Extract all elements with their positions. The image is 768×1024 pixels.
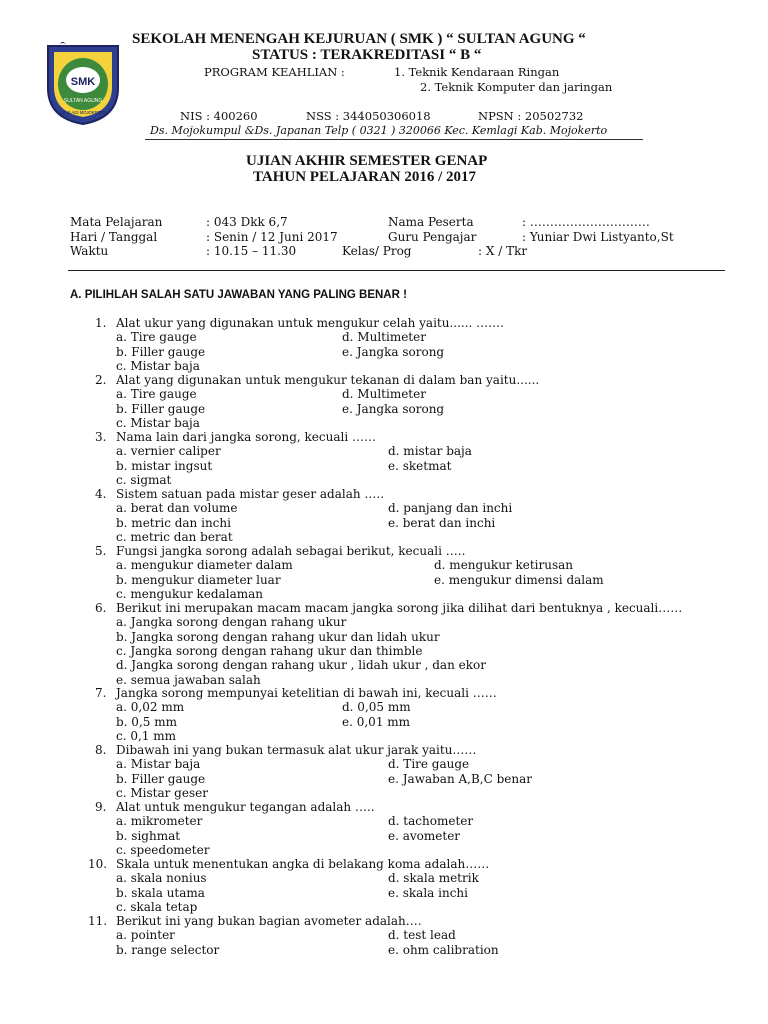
info-rule xyxy=(68,270,725,271)
logo-motto: KEMLAGI MOJOKERTO xyxy=(59,110,107,115)
question-number: 3. xyxy=(95,430,107,444)
teacher-label: Guru Pengajar xyxy=(388,230,477,244)
option-c: c. Mistar baja xyxy=(116,415,200,430)
question-number: 11. xyxy=(88,914,108,928)
program-label: PROGRAM KEAHLIAN : xyxy=(204,65,345,79)
question-text: Alat untuk mengukur tegangan adalah ….. xyxy=(116,800,375,814)
option-d: d. Multimeter xyxy=(342,330,426,345)
option-b: b. Filler gauge xyxy=(116,344,206,359)
question-number: 9. xyxy=(95,800,107,814)
option-a: a. 0,02 mm xyxy=(116,700,185,715)
question-text: Nama lain dari jangka sorong, kecuali …… xyxy=(116,430,376,444)
subject-value: : 043 Dkk 6,7 xyxy=(206,215,288,229)
option-b: b. skala utama xyxy=(116,885,205,900)
question-text: Sistem satuan pada mistar geser adalah ….. xyxy=(116,487,385,501)
logo-sub: SULTAN AGUNG xyxy=(63,98,103,104)
option-c: c. skala tetap xyxy=(116,899,198,914)
question-text: Berikut ini merupakan macam macam jangka sorong jika dilihat dari bentuknya , kecuali…… xyxy=(116,601,683,615)
day-value: : Senin / 12 Juni 2017 xyxy=(206,230,338,244)
question-number: 4. xyxy=(95,487,107,501)
option-a: a. mengukur diameter dalam xyxy=(116,558,293,573)
option-c: c. 0,1 mm xyxy=(116,728,177,743)
option-a: a. mikrometer xyxy=(116,814,203,829)
class-label: Kelas/ Prog xyxy=(342,244,412,258)
option-a: a. Tire gauge xyxy=(116,330,197,345)
option-d: d. mistar baja xyxy=(388,444,472,459)
option-d: d. mengukur ketirusan xyxy=(434,558,574,573)
option-d: d. tachometer xyxy=(388,814,474,829)
option-e: e. Jawaban A,B,C benar xyxy=(388,771,533,786)
option-e: e. Jangka sorong xyxy=(342,344,445,359)
question-text: Jangka sorong mempunyai ketelitian di bawah ini, kecuali …… xyxy=(116,686,497,700)
option-d: d. skala metrik xyxy=(388,871,479,886)
school-status: STATUS : TERAKREDITASI “ B “ xyxy=(252,47,482,63)
time-label: Waktu xyxy=(70,244,109,258)
option-e: e. skala inchi xyxy=(388,885,468,900)
teacher-value: : Yuniar Dwi Listyanto,St xyxy=(522,230,674,244)
logo-text: SMK xyxy=(70,76,96,88)
nss: NSS : 344050306018 xyxy=(306,109,431,123)
option-b: b. sighmat xyxy=(116,828,181,843)
question-number: 10. xyxy=(88,857,108,871)
option-e: e. 0,01 mm xyxy=(342,714,411,729)
option-c: c. mengukur kedalaman xyxy=(116,586,263,601)
nis: NIS : 400260 xyxy=(180,109,258,123)
program-1: 1. Teknik Kendaraan Ringan xyxy=(394,65,560,79)
option-b: b. Filler gauge xyxy=(116,401,206,416)
option-c: c. Mistar baja xyxy=(116,358,200,373)
option-b: b. mengukur diameter luar xyxy=(116,572,281,587)
option-d: d. Multimeter xyxy=(342,387,426,402)
option-e: e. berat dan inchi xyxy=(388,515,496,530)
exam-title: UJIAN AKHIR SEMESTER GENAP xyxy=(246,153,488,169)
option-c: c. speedometer xyxy=(116,842,210,857)
section-title: A. PILIHLAH SALAH SATU JAWABAN YANG PALING BENAR ! xyxy=(70,289,407,301)
question-text: Alat yang digunakan untuk mengukur tekanan di dalam ban yaitu...... xyxy=(116,373,540,387)
exam-year: TAHUN PELAJARAN 2016 / 2017 xyxy=(253,169,477,185)
option-a: a. skala nonius xyxy=(116,871,207,886)
question-number: 8. xyxy=(95,743,107,757)
question-number: 7. xyxy=(95,686,107,700)
option-e: e. avometer xyxy=(388,828,461,843)
option-e: e. sketmat xyxy=(388,458,452,473)
option-b: b. 0,5 mm xyxy=(116,714,177,729)
question-text: Dibawah ini yang bukan termasuk alat ukur jarak yaitu…… xyxy=(116,743,477,757)
option-a: a. Jangka sorong dengan rahang ukur xyxy=(116,615,347,630)
question-text: Alat ukur yang digunakan untuk mengukur celah yaitu...... ……. xyxy=(116,316,504,330)
option-d: d. panjang dan inchi xyxy=(388,501,513,516)
question-text: Fungsi jangka sorong adalah sebagai berikut, kecuali ….. xyxy=(116,544,466,558)
option-e: e. mengukur dimensi dalam xyxy=(434,572,604,587)
header-rule xyxy=(145,139,643,140)
option-b: b. range selector xyxy=(116,942,220,957)
option-b: b. Jangka sorong dengan rahang ukur dan lidah ukur xyxy=(116,629,440,644)
option-d: d. Tire gauge xyxy=(388,757,470,772)
school-name: SEKOLAH MENENGAH KEJURUAN ( SMK ) “ SULTAN AGUNG “ xyxy=(132,31,586,47)
option-e: e. ohm calibration xyxy=(388,942,499,957)
option-d: d. test lead xyxy=(388,928,456,943)
option-c: c. Mistar geser xyxy=(116,785,208,800)
day-label: Hari / Tanggal xyxy=(70,230,158,244)
option-b: b. mistar ingsut xyxy=(116,458,213,473)
class-value: : X / Tkr xyxy=(478,244,528,258)
question-text: Berikut ini yang bukan bagian avometer adalah…. xyxy=(116,914,422,928)
option-e: e. Jangka sorong xyxy=(342,401,445,416)
question-number: 1. xyxy=(95,316,107,330)
question-number: 6. xyxy=(95,601,107,615)
time-value: : 10.15 – 11.30 xyxy=(206,244,297,258)
subject-label: Mata Pelajaran xyxy=(70,215,163,229)
npsn: NPSN : 20502732 xyxy=(478,109,584,123)
program-2: 2. Teknik Komputer dan jaringan xyxy=(420,80,613,94)
option-a: a. Tire gauge xyxy=(116,387,197,402)
option-c: c. sigmat xyxy=(116,472,172,487)
school-logo xyxy=(40,40,126,126)
option-a: a. berat dan volume xyxy=(116,501,238,516)
school-address: Ds. Mojokumpul &Ds. Japanan Telp ( 0321 ) 320066 Kec. Kemlagi Kab. Mojokerto xyxy=(150,124,608,137)
option-a: a. Mistar baja xyxy=(116,757,201,772)
option-c: c. Jangka sorong dengan rahang ukur dan thimble xyxy=(116,643,423,658)
option-b: b. Filler gauge xyxy=(116,771,206,786)
option-e: e. semua jawaban salah xyxy=(116,672,261,687)
option-d: d. Jangka sorong dengan rahang ukur , lidah ukur , dan ekor xyxy=(116,658,486,673)
name-label: Nama Peserta xyxy=(388,215,474,229)
question-number: 2. xyxy=(95,373,107,387)
option-d: d. 0,05 mm xyxy=(342,700,411,715)
name-value: : ………………………… xyxy=(522,215,650,229)
option-a: a. pointer xyxy=(116,928,175,943)
option-c: c. metric dan berat xyxy=(116,529,233,544)
option-b: b. metric dan inchi xyxy=(116,515,231,530)
question-number: 5. xyxy=(95,544,107,558)
question-text: Skala untuk menentukan angka di belakang koma adalah…… xyxy=(116,857,490,871)
option-a: a. vernier caliper xyxy=(116,444,221,459)
